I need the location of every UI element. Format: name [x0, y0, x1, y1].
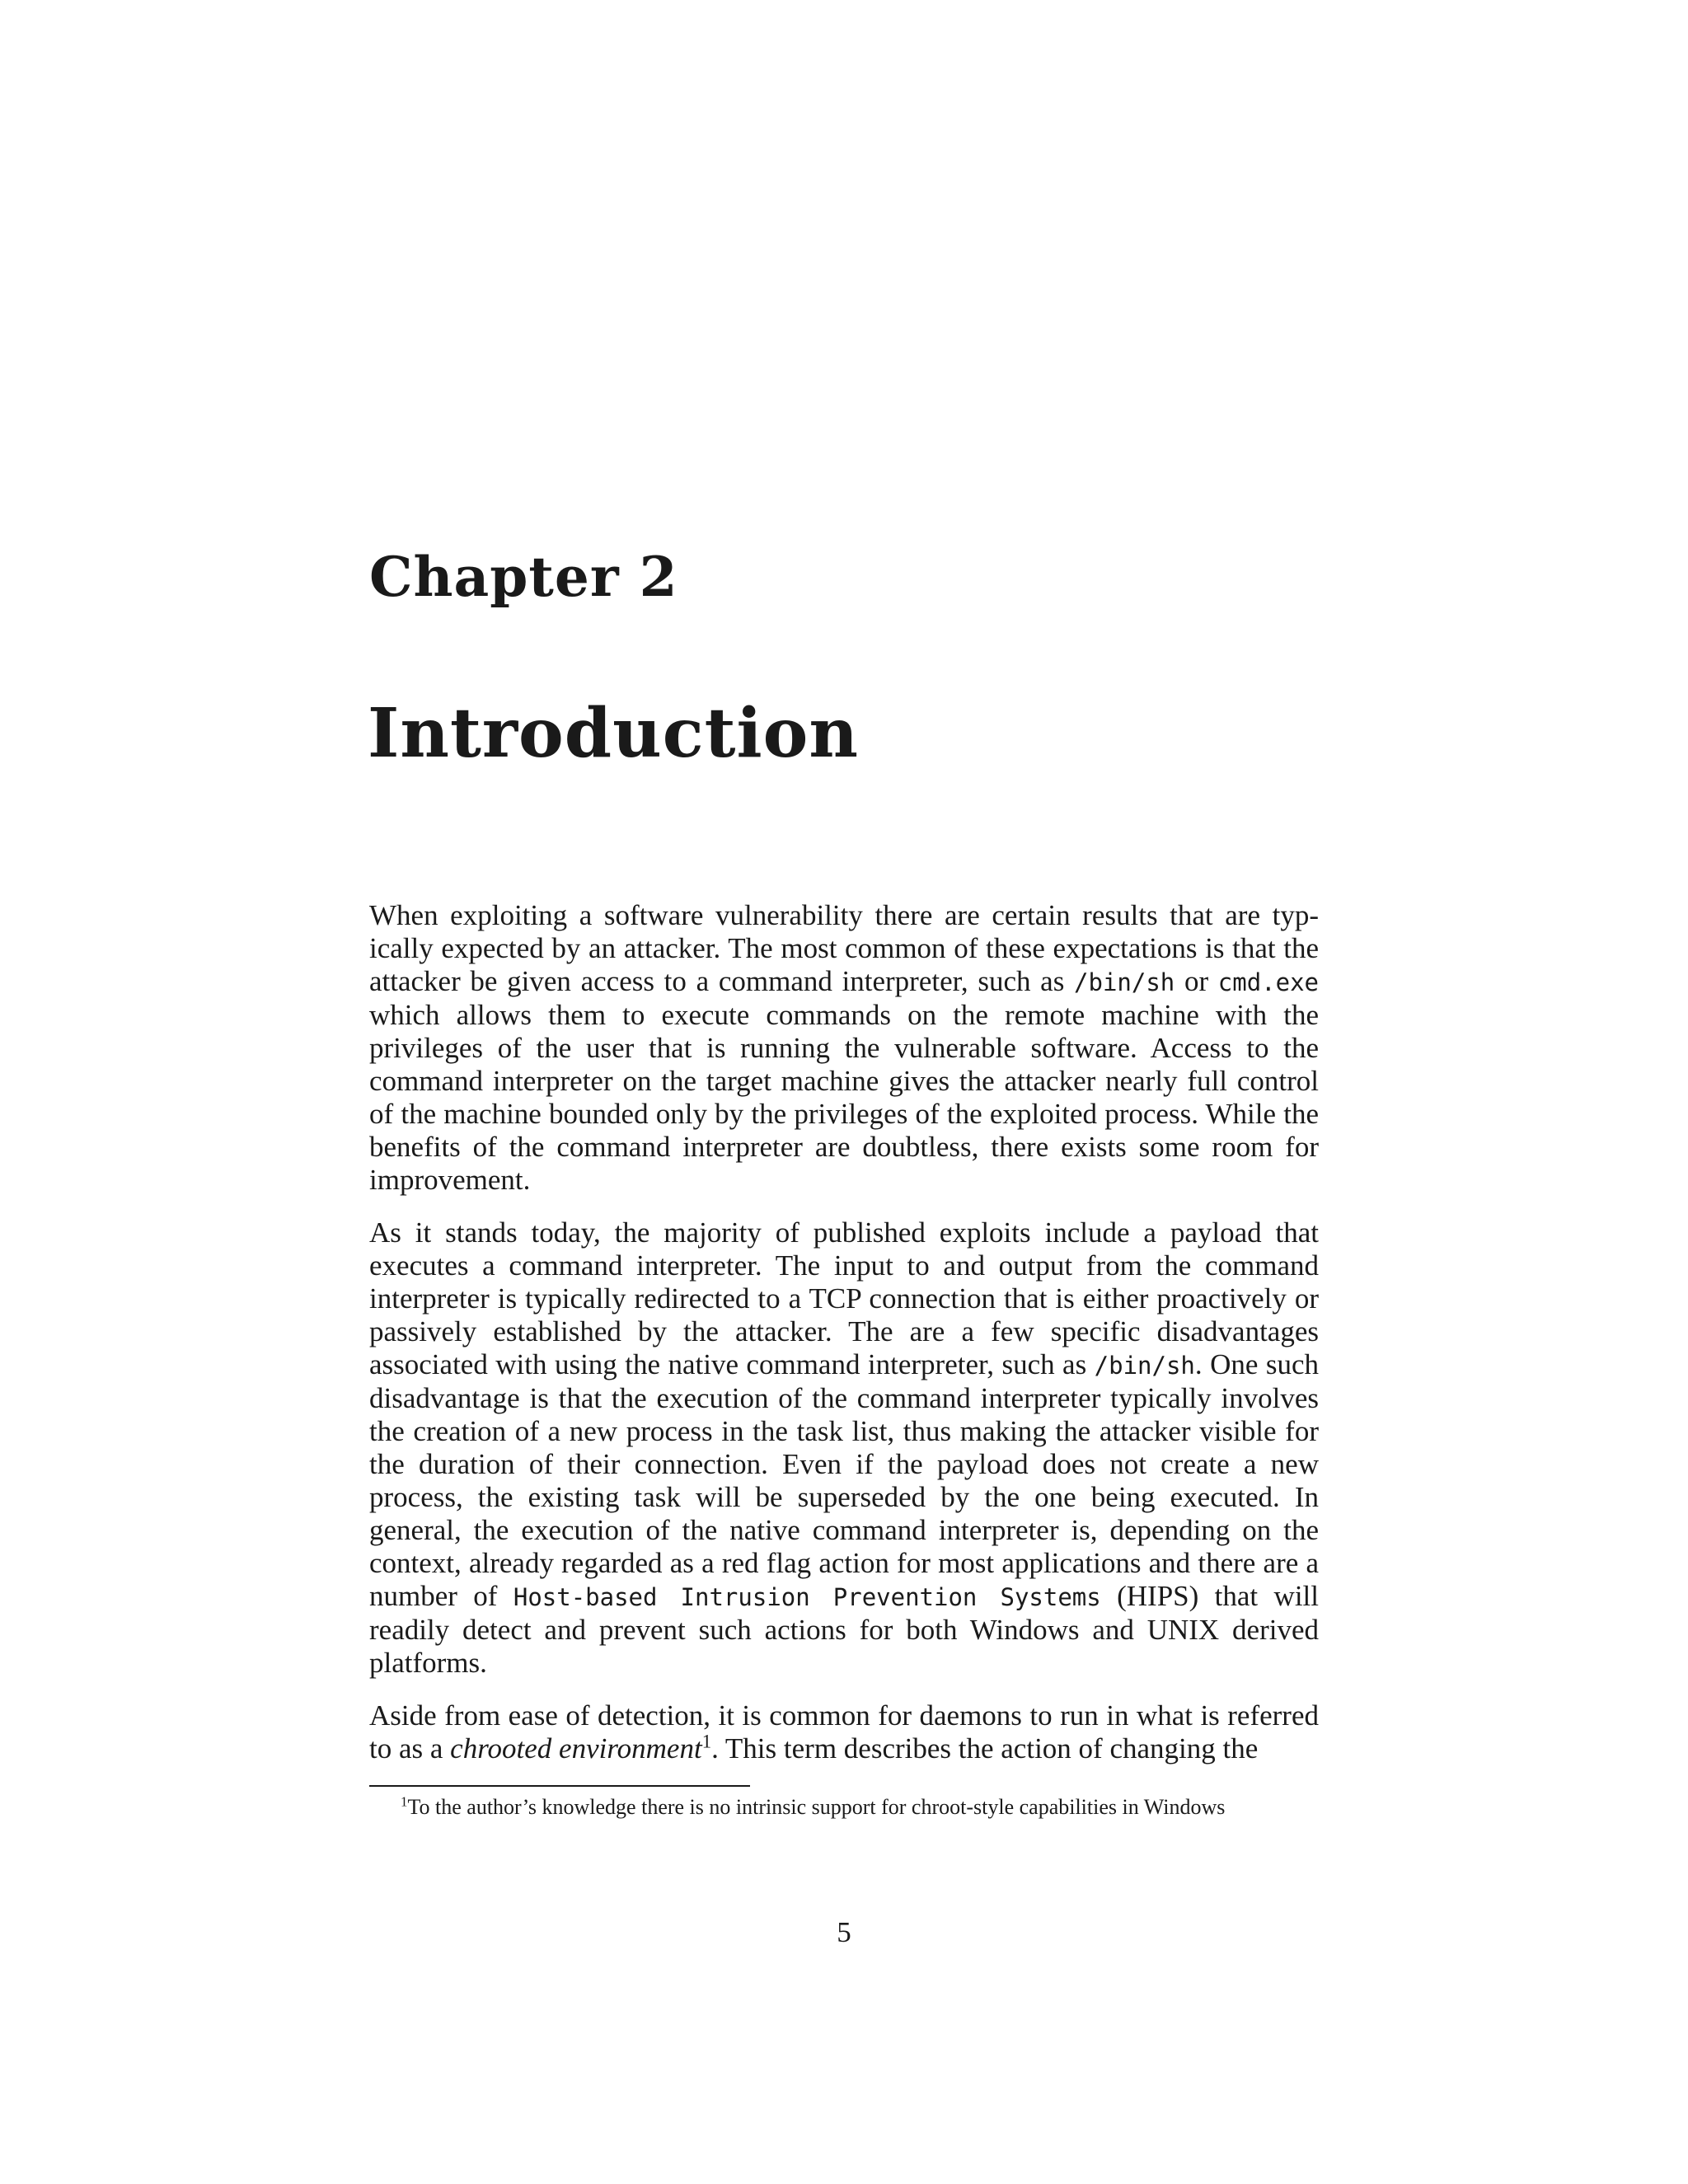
inline-code: /bin/sh: [1094, 1352, 1195, 1380]
paragraph-text: As it stands today, the majority of published exploits include a payload that executes a command interpreter. The input to and output from the command interpreter is typically redirected to a TCP connection that is either proactively or passively established by the attacker. The are a few specific disadvantages associated with using the native command interpreter, such as: [369, 1216, 1319, 1380]
paragraph-text: . One such disadvantage is that the execution of the command interpreter typically involves the creation of a new process in the task list, thus making the attacker visible for the duration of their connection. Even if the payload does not create a new process, the existing task will be superseded by the one being executed. In general, the execution of the native command interpreter is, depending on the context, already regarded as a red flag action for most applications and there are a number of: [369, 1348, 1320, 1612]
footnote-reference[interactable]: 1: [701, 1731, 712, 1752]
chapter-label: Chapter 2: [369, 545, 678, 609]
paragraph-text: (HIPS) that will readily detect and prevent such actions for both Windows and UNIX derived platforms.: [369, 1580, 1319, 1679]
page-number: 5: [837, 1916, 851, 1948]
paragraph-text: which allows them to execute commands on the remote machine with the privileges of the user that is running the vulnerable software. Access to the command interpreter on the target machine gives the attacker nearly full control of the machine bounded only by the privileges of the exploited process. While the benefits of the command interpreter are doubtless, there exists some room for improvement.: [369, 999, 1319, 1196]
paragraph-text: . This term describes the action of changing the: [711, 1732, 1259, 1765]
paragraph-3: [369, 1699, 1319, 1765]
emphasis-term: chrooted environment: [450, 1732, 702, 1765]
paragraph-text: When exploiting a software vulnerability there are certain results that are typically expected by an attacker. The most common of these expectations is that the attacker be given access to a command interpreter, such as: [369, 899, 1319, 997]
paragraph-2: [369, 1216, 1319, 1680]
footnote-text: To the author’s knowledge there is no intrinsic support for chroot-style capabilities in Windows: [407, 1795, 1226, 1819]
inline-code: /bin/sh: [1074, 968, 1175, 996]
inline-code: cmd.exe: [1217, 968, 1320, 996]
footnote: [369, 1793, 1319, 1821]
paragraph-text: Aside from ease of detection, it is common for daemons to run in what is referred to as a: [369, 1699, 1319, 1765]
inline-code: Host-based Intrusion Prevention Systems: [513, 1583, 1101, 1611]
footnote-mark: 1: [401, 1793, 408, 1810]
paragraph-1: [369, 899, 1319, 1197]
paragraph-text: or: [1175, 965, 1218, 997]
chapter-title: Introduction: [368, 694, 859, 773]
footnote-divider: [369, 1785, 750, 1787]
body-text: [369, 899, 1319, 1785]
